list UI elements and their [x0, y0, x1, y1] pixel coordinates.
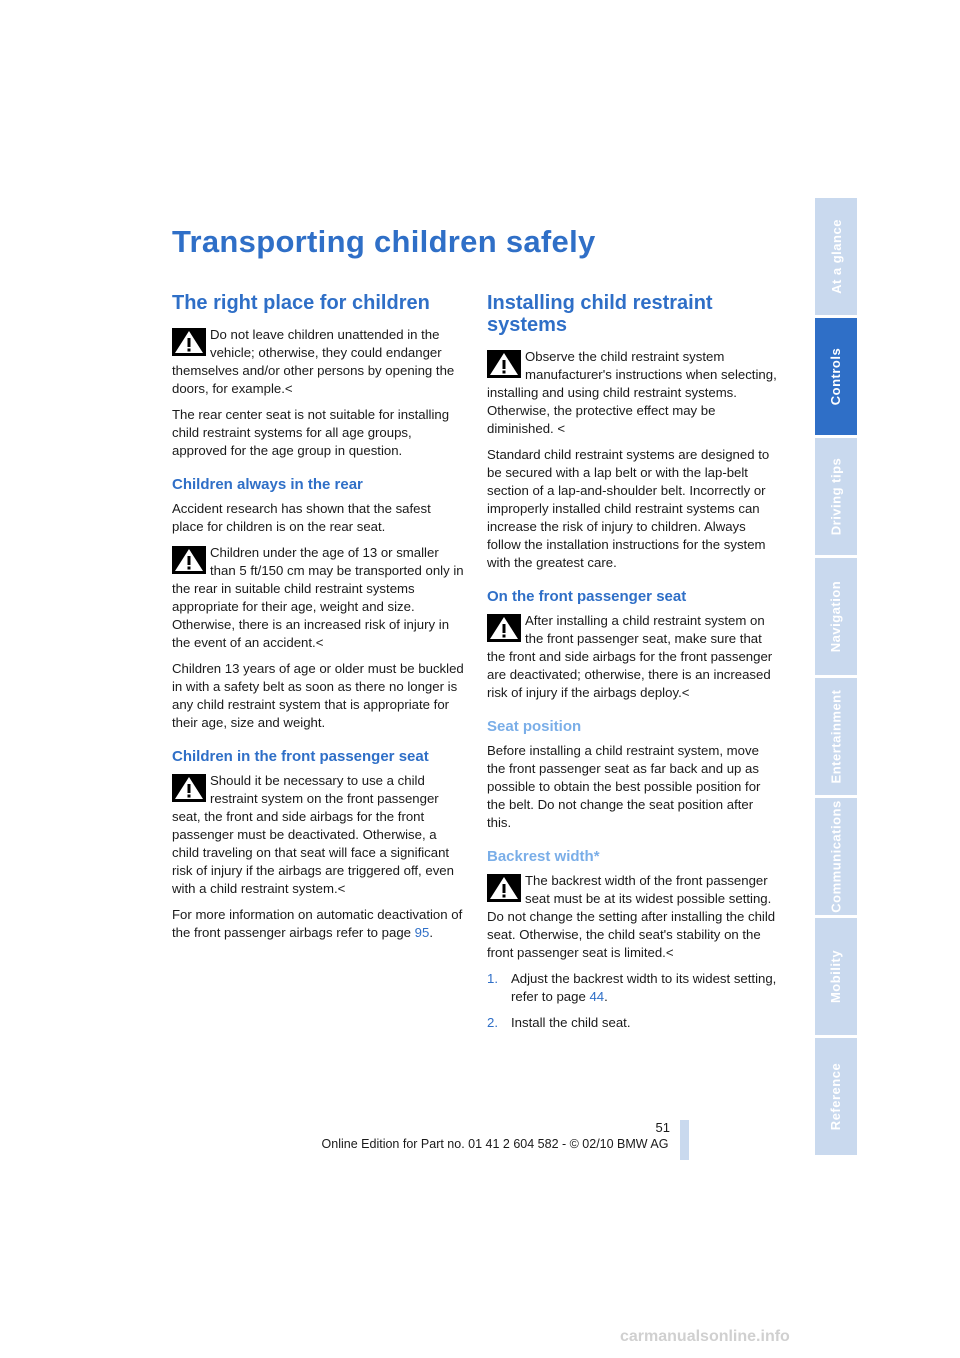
heading-front-passenger: Children in the front passenger seat — [172, 748, 429, 765]
heading-right-place: The right place for children — [172, 292, 430, 314]
left-column — [172, 292, 464, 950]
paragraph: Standard child restraint systems are designed to be secured with a lap belt or with the lap-belt section of a lap-and-shoulder belt. Incorrectly or improperly installed child restraint systems can increase the risk of injury to children. Always follow the installation instructions for the system with the greatest care. — [487, 447, 770, 570]
warning-text: Observe the child restraint system manufacturer's instructions when selecting, installing and using child restraint systems. Otherwise, the protective effect may be diminished. < — [487, 349, 777, 436]
warning-triangle-icon — [487, 350, 521, 378]
warning-manufacturer — [487, 348, 779, 438]
page-title: Transporting children safely — [172, 224, 596, 259]
section-tabs — [815, 198, 857, 1158]
warning-text: Do not leave children unattended in the vehicle; otherwise, they could endanger themselves and/or other persons by opening the doors, for example.< — [172, 327, 455, 396]
page-link-95[interactable]: 95 — [414, 925, 430, 940]
paragraph: Accident research has shown that the safest place for children is on the rear seat. — [172, 501, 431, 534]
paragraph-more-info: For more information on automatic deactivation of the front passenger airbags refer to page 95. — [172, 907, 463, 940]
tab-mobility[interactable]: Mobility — [815, 918, 857, 1035]
warning-unattended — [172, 326, 464, 398]
paragraph: Before installing a child restraint system, move the front passenger seat as far back and up as possible to obtain the best possible position for the belt. Do not change the seat position after this. — [487, 743, 761, 830]
warning-airbags — [487, 612, 779, 702]
tab-navigation[interactable]: Navigation — [815, 558, 857, 675]
paragraph: Children 13 years of age or older must be buckled in with a safety belt as soon as there no longer is any child restraint system that is appropriate for their age, size and weight. — [172, 661, 464, 730]
steps-list — [487, 970, 779, 1032]
tab-controls[interactable]: Controls — [815, 318, 857, 435]
list-item: 1. Adjust the backrest width to its widest setting, refer to page 44. — [487, 971, 777, 1004]
warning-triangle-icon — [487, 614, 521, 642]
warning-text: After installing a child restraint system on the front passenger seat, make sure that the front and side airbags for the front passenger are deactivated; otherwise, there is an increased risk of injury if the airbags deploy.< — [487, 613, 773, 700]
warning-text: The backrest width of the front passenger seat must be at its widest possible setting. Do not change the setting after installing the child seat. Otherwise, the child seat's stability on the front passenger seat is limited.< — [487, 873, 776, 960]
footer-text: Online Edition for Part no. 01 41 2 604 582 - © 02/10 BMW AG — [321, 1137, 669, 1151]
warning-triangle-icon — [172, 774, 206, 802]
warning-text: Children under the age of 13 or smaller than 5 ft/150 cm may be transported only in the rear in suitable child restraint systems appropriate for their age, weight and size. Otherwise, there is an increased risk of injury in the event of an accident.< — [172, 545, 464, 650]
warning-front-passenger — [172, 772, 464, 898]
tab-communications[interactable]: Communications — [815, 798, 857, 915]
tab-at-a-glance[interactable]: At a glance — [815, 198, 857, 315]
page-number: 51 — [655, 1120, 670, 1135]
right-column — [487, 292, 779, 1040]
warning-backrest — [487, 872, 779, 962]
warning-triangle-icon — [172, 328, 206, 356]
warning-triangle-icon — [487, 874, 521, 902]
list-item: 2. Install the child seat. — [487, 1015, 631, 1030]
heading-rear: Children always in the rear — [172, 476, 363, 493]
warning-triangle-icon — [172, 546, 206, 574]
heading-seat-position: Seat position — [487, 718, 582, 735]
warning-under-13 — [172, 544, 464, 652]
warning-text: Should it be necessary to use a child restraint system on the front passenger seat, the front and side airbags for the front passenger must be deactivated. Otherwise, a child traveling on that seat will face a significant risk of injury if the airbags are triggered off, even with a child restraint system.< — [172, 773, 454, 896]
tab-entertainment[interactable]: Entertainment — [815, 678, 857, 795]
heading-backrest: Backrest width* — [487, 848, 600, 865]
paragraph: The rear center seat is not suitable for installing child restraint systems for all age groups, approved for the age group in question. — [172, 407, 450, 458]
tab-reference[interactable]: Reference — [815, 1038, 857, 1155]
heading-front-seat: On the front passenger seat — [487, 588, 687, 605]
heading-installing: Installing child restraint systems — [487, 292, 713, 336]
watermark: carmanualsonline.info — [620, 1328, 790, 1345]
page-link-44[interactable]: 44 — [589, 989, 605, 1004]
tab-driving-tips[interactable]: Driving tips — [815, 438, 857, 555]
